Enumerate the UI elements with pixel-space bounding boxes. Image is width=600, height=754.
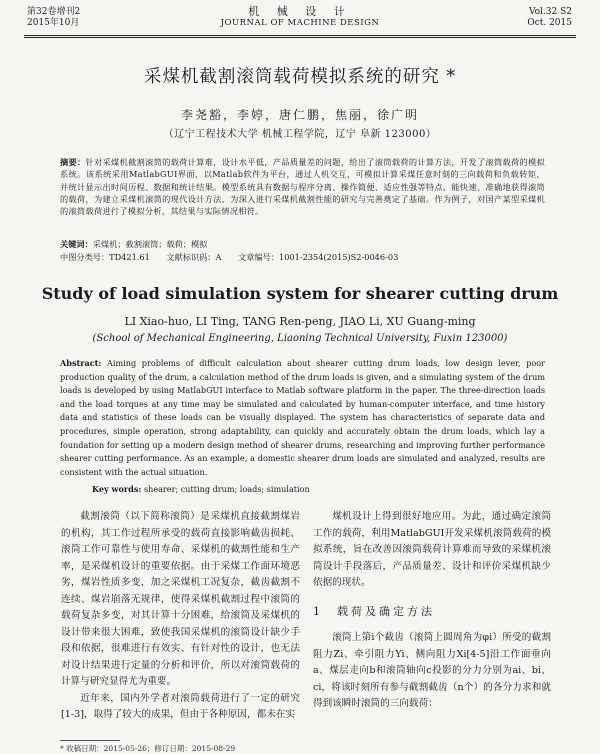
classification-cn (60, 251, 545, 263)
document-code: 文献标识码：A (166, 252, 222, 262)
header-left (27, 7, 80, 29)
footnote-rule (60, 740, 120, 741)
keywords-cn-text: 采煤机；截割滚筒；载荷；模拟 (92, 239, 208, 249)
header-rule-top (24, 35, 576, 36)
header-date-cn: 2015年10月 (27, 18, 80, 28)
footnote: * 收稿日期：2015-05-26；修订日期：2015-08-29 (60, 744, 236, 753)
body-paragraph: 煤机设计上得到很好地应用。为此，通过确定滚筒工作的载荷，利用MatlabGUI开发采煤机滚筒载荷的模拟系统，旨在改善因滚筒载荷计算难而导致的采煤机滚筒设计手段落后，产品质量差、设计和评价采煤机缺少依据的现状。 (313, 511, 551, 588)
keywords-cn-label: 关键词： (60, 239, 93, 249)
keywords-en-label: Key words: (92, 484, 142, 494)
header-volume-en: Vol.32 S2 (528, 7, 572, 17)
header-volume-cn: 第32卷增刊2 (27, 7, 81, 17)
abstract-cn-text: 针对采煤机截割滚筒的载荷计算难，设计水平低，产品质量差的问题，给出了滚筒载荷的计算方法，开发了滚筒载荷的模拟系统。该系统采用MatlabGUI界面，以Matlab软件为平台，通过人机交互，可模拟计算采煤任意时刻的三向载荷和负载转矩，并统计显示出时间历程、数据和统计结果。模型系统具有数据与程序分离、操作简便、适应性强等特点，能快速、准确地获得滚筒的载荷，为建立采煤机滚筒的现代设计方法、为深入进行采煤机截割性能的研究与完善奠定了基础。作为例子，对国产某型采煤机的滚筒载荷进行了模拟分析，其结果与实际情况相符。 (60, 157, 545, 217)
paper-title-en: Study of load simulation system for shearer cutting drum (41, 284, 559, 303)
header-date-en: Oct. 2015 (527, 18, 572, 28)
authors-cn: 李尧豁，李婷，唐仁鹏，焦丽，徐广明 (180, 108, 419, 122)
affiliation-cn: （辽宁工程技术大学 机械工程学院，辽宁 阜新 123000） (163, 129, 437, 140)
abstract-cn (60, 156, 545, 217)
section-title: 载荷及确定方法 (337, 604, 435, 618)
section-heading-1 (313, 604, 551, 621)
paper-title-cn: 采煤机截割滚筒载荷模拟系统的研究 * (143, 67, 457, 87)
abstract-en (60, 357, 545, 479)
body-paragraph: 近年来，国内外学者对滚筒载荷进行了一定的研究[1-3]，取得了较大的成果，但由于各种原因，都未在实 (61, 692, 300, 720)
header-rule-bottom (24, 37, 576, 38)
header-center (200, 6, 400, 29)
article-number: 文章编号：1001-2354(2015)S2-0046-03 (238, 252, 399, 262)
abstract-en-label: Abstract: (60, 358, 102, 368)
body-right-column (313, 509, 551, 713)
authors-en: LI Xiao-huo, LI Ting, TANG Ren-peng, JIAO Li, XU Guang-ming (124, 315, 476, 328)
body-left-column (61, 509, 300, 724)
header-right (527, 7, 572, 29)
abstract-en-text: Aiming problems of difficult calculation about shearer cutting drum loads, low design lever, poor production quality of the drum, a calculation method of the drum loads is given, and a simulating system of the drum loads is developed by using MatlabGUI interface to Matlab software platform in the paper. The three-direction loads and the load torques at any time may be simulated and calculated by human-computer interface, and time history data and statistics of these loads can be visually displayed. The system has characteristics of separate data and procedures, simple operation, strong adaptability, can quickly and accurately obtain the drum loads, which lay a foundation for setting up a modern design method of shearer drums, researching and improving further performance shearer cutting performance. As an example, a domestic shearer drum loads are simulated and analyzed, results are consistent with the actual situation. (60, 358, 546, 477)
affiliation-en: (School of Mechanical Engineering, Liaoning Technical University, Fuxin 123000) (92, 333, 508, 344)
keywords-en (92, 483, 542, 495)
body-paragraph: 截割滚筒（以下简称滚筒）是采煤机直接截割煤岩的机构，其工作过程所承受的载荷直接影响截齿损耗、滚筒工作可靠性与使用寿命、采煤机的截割性能和生产率，是采煤机设计的重要依据。由于采煤工作面环境恶劣，煤岩性质多变，加之采煤机工况复杂，截齿截割不连续、煤岩崩落无规律，使得采煤机截割过程中滚筒的载荷复杂多变，对其计算十分困难，给滚筒及采煤机的设计带来很大困难，致使我国采煤机的滚筒设计缺少手段和依据，很难进行有效实、有针对性的设计，也无法对设计结果进行定量的分析和评价，所以对滚筒载荷的计算与研究显得尤为重要。 (61, 511, 300, 687)
keywords-en-text: shearer; cutting drum; loads; simulation (143, 484, 310, 494)
abstract-cn-label: 摘要： (60, 157, 86, 167)
clc-number: 中图分类号：TD421.61 (60, 252, 150, 262)
keywords-cn (60, 238, 545, 250)
journal-name-cn: 机 械 设 计 (248, 5, 352, 18)
journal-name-en: JOURNAL OF MACHINE DESIGN (220, 18, 380, 28)
section-number: 1 (313, 604, 323, 618)
body-paragraph: 滚筒上第i个截齿（滚筒上圆周角为φi）所受的截割阻力Zi、牵引阻力Yi、侧向阻力Xi[4-5]沿工作面垂向a、煤层走向b和滚筒轴向c投影的分力分别为ai、bi、ci，将该时刻所有参与截割截齿（n个）的各分力求和就得到该瞬时滚筒的三向载荷： (313, 632, 551, 709)
